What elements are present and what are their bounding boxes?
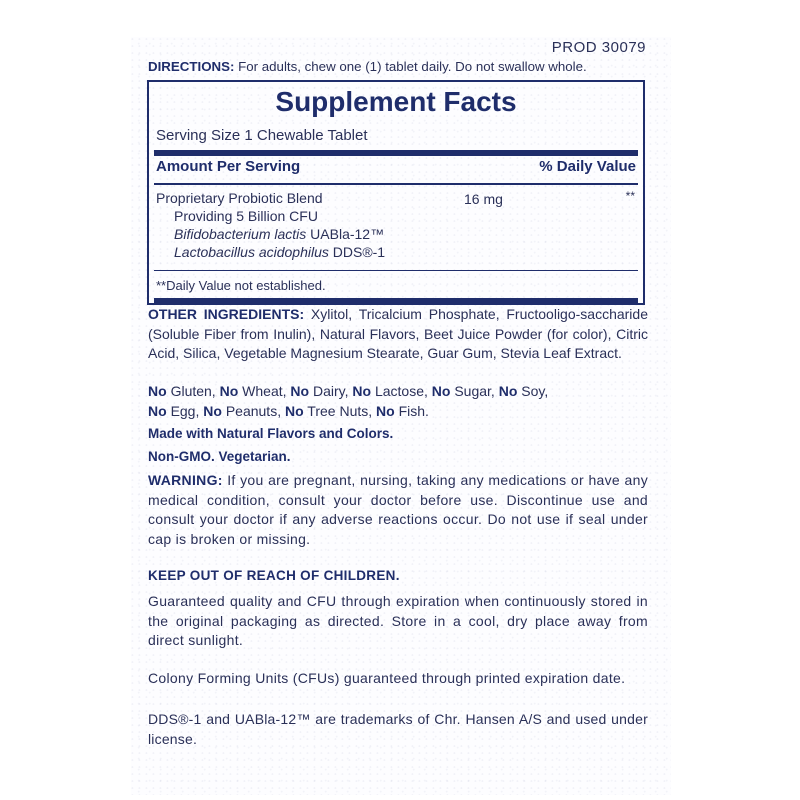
natural-flavors-statement: Made with Natural Flavors and Colors. [148,426,394,441]
warning-text: If you are pregnant, nursing, taking any medications or have any medical condition, consult your doctor before use. Discontinue use and consult your doctor if any adverse reactions occur. Do not use if seal under cap is broken or missing. [148,472,648,547]
directions-label: DIRECTIONS: [148,59,235,74]
strain-1-id: UABla-12™ [306,226,385,242]
other-ingredients-label: OTHER INGREDIENTS: [148,306,305,322]
free-from-line-2: No Egg, No Peanuts, No Tree Nuts, No Fish. [148,402,429,419]
cfu-guarantee-note: Colony Forming Units (CFUs) guaranteed through printed expiration date. [148,670,626,686]
free-from-list [148,382,648,421]
other-ingredients [148,305,648,364]
strain-2-id: DDS®-1 [328,244,386,260]
probiotic-blend-dv: ** [625,189,635,203]
bottom-divider [154,298,638,303]
non-gmo-statement: Non-GMO. Vegetarian. [148,449,291,464]
free-from-line-1: No Gluten, No Wheat, No Dairy, No Lactose, No Sugar, No Soy, [148,383,549,399]
directions [148,59,587,74]
serving-size: Serving Size 1 Chewable Tablet [156,127,368,144]
product-label [131,37,671,795]
amount-per-serving-header: Amount Per Serving [156,158,301,175]
warning-statement [148,471,648,549]
header-divider [154,183,638,185]
daily-value-header: % Daily Value [539,158,636,175]
other-ingredients-text: Xylitol, Tricalcium Phosphate, Fructooligo-saccharide (Soluble Fiber from Inulin), Natural Flavors, Beet Juice Powder (for color), Citric Acid, Silica, Vegetable Magnesium Stearate, Guar Gum, Stevia Leaf Extract. [148,306,648,361]
supplement-facts-panel [147,80,645,305]
strain-2-species: Lactobacillus acidophilus [174,244,329,260]
probiotic-blend-name: Proprietary Probiotic Blend [156,190,323,206]
strain-line-2 [174,244,385,260]
keep-out-of-reach: KEEP OUT OF REACH OF CHILDREN. [148,568,400,583]
directions-text: For adults, chew one (1) tablet daily. Do not swallow whole. [234,59,587,74]
strain-line-1 [174,226,384,242]
probiotic-blend-amount: 16 mg [464,191,503,207]
dv-footnote: **Daily Value not established. [156,278,326,293]
thick-divider [154,150,638,156]
cfu-line: Providing 5 Billion CFU [174,208,318,224]
guarantee-statement: Guaranteed quality and CFU through expiration when continuously stored in the original packaging as directed. Store in a cool, dry place away from direct sunlight. [148,593,648,648]
warning-label: WARNING: [148,472,223,488]
product-code: PROD 30079 [551,39,646,56]
supplement-facts-title: Supplement Facts [275,86,517,117]
trademark-notice: DDS®-1 and UABla-12™ are trademarks of Chr. Hansen A/S and used under license. [148,711,648,747]
strain-1-species: Bifidobacterium lactis [174,226,307,242]
footnote-divider [154,270,638,271]
